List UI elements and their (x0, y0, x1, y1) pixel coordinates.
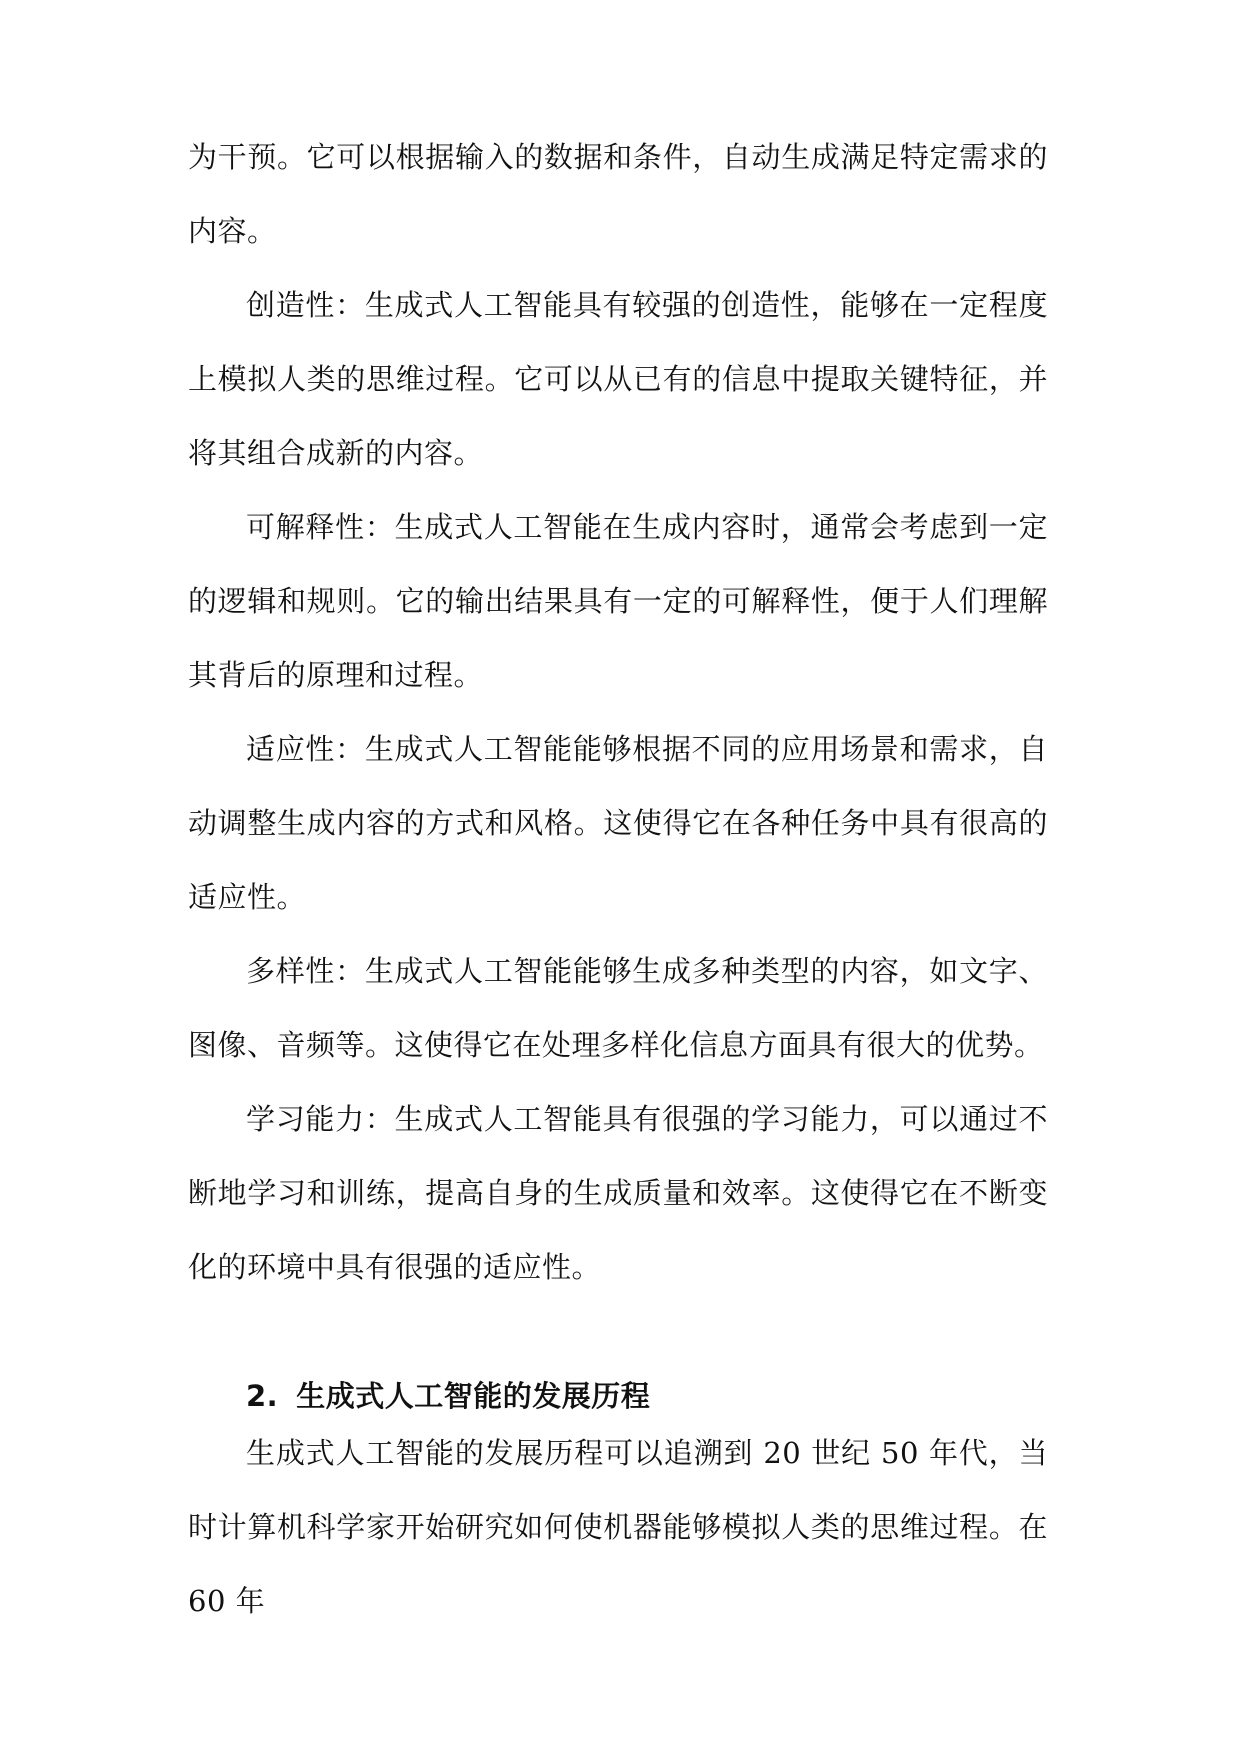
feature-paragraph-creativity: 创造性：生成式人工智能具有较强的创造性，能够在一定程度上模拟人类的思维过程。它可以从已有的信息中提取关键特征，并将其组合成新的内容。 (188, 288, 1048, 470)
feature-paragraph-learning: 学习能力：生成式人工智能具有很强的学习能力，可以通过不断地学习和训练，提高自身的生成质量和效率。这使得它在不断变化的环境中具有很强的适应性。 (188, 1102, 1048, 1284)
body-text-lower (188, 1416, 1048, 1638)
section-heading (246, 1376, 650, 1416)
section-number: 2. (246, 1379, 279, 1413)
section-title: 生成式人工智能的发展历程 (296, 1379, 651, 1413)
history-paragraph: 生成式人工智能的发展历程可以追溯到 20 世纪 50 年代，当时计算机科学家开始研究如何使机器能够模拟人类的思维过程。在 60 年 (188, 1436, 1048, 1618)
feature-paragraph-adaptability: 适应性：生成式人工智能能够根据不同的应用场景和需求，自动调整生成内容的方式和风格。这使得它在各种任务中具有很高的适应性。 (188, 732, 1048, 914)
feature-paragraph-diversity: 多样性：生成式人工智能能够生成多种类型的内容，如文字、图像、音频等。这使得它在处理多样化信息方面具有很大的优势。 (188, 954, 1048, 1062)
continuation-paragraph: 为干预。它可以根据输入的数据和条件，自动生成满足特定需求的内容。 (188, 140, 1048, 248)
body-text-upper (188, 120, 1048, 1304)
feature-paragraph-interpretability: 可解释性：生成式人工智能在生成内容时，通常会考虑到一定的逻辑和规则。它的输出结果具有一定的可解释性，便于人们理解其背后的原理和过程。 (188, 510, 1048, 692)
